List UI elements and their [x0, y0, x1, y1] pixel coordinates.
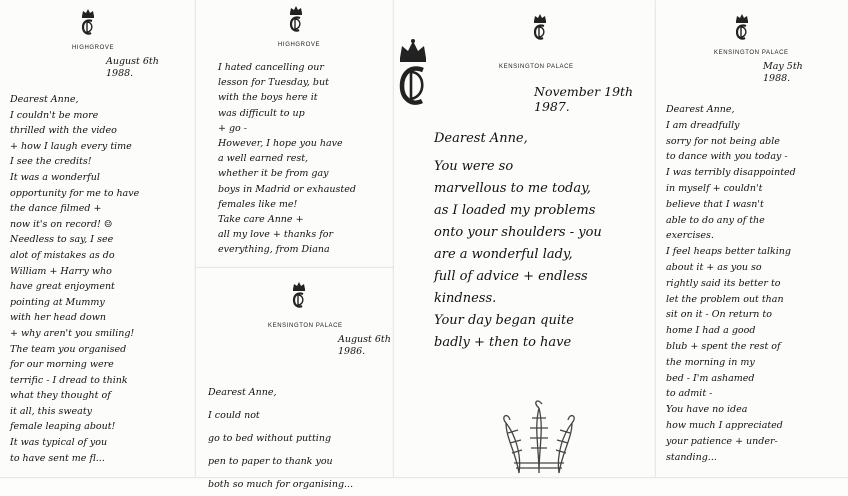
letter-line: believe that I wasn't [666, 198, 764, 210]
letter-line: females like me! [218, 198, 298, 210]
letter-line: let the problem out than [666, 293, 784, 305]
letter-line: all my love + thanks for [218, 229, 334, 241]
letter-line: You have no idea [666, 404, 748, 416]
letter-kensington-may-1988 [656, 0, 848, 477]
letter-line: + how I laugh every time [10, 140, 132, 152]
letter-line: rightly said its better to [666, 277, 781, 289]
letter-kensington-nov-1987 [394, 0, 656, 477]
crown-monogram-icon [287, 4, 305, 34]
letter-line: Dearest Anne, [434, 131, 528, 146]
letter-line: in myself + couldn't [666, 182, 763, 194]
letterhead-address: KENSINGTON PALACE [714, 50, 789, 56]
letterhead-address: KENSINGTON PALACE [268, 323, 343, 329]
letter-line: the dance filmed + [10, 203, 102, 215]
letterhead-address: HIGHGROVE [278, 42, 321, 48]
letter-line: alot of mistakes as do [10, 249, 115, 261]
letter-line: marvellous to me today, [434, 181, 591, 196]
letter-line: kindness. [434, 291, 497, 306]
letter-line: go to bed without putting [208, 433, 332, 444]
letter-line: I feel heaps better talking [666, 246, 792, 258]
letter-line: Your day began quite [434, 313, 574, 328]
letter-line: your patience + under- [666, 435, 778, 447]
letter-body [10, 92, 139, 466]
letter-line: It was a wonderful [10, 171, 100, 183]
letter-line: I hated cancelling our [218, 62, 324, 73]
letter-line: Dearest Anne, [10, 94, 79, 105]
letter-line: was difficult to up [218, 107, 305, 119]
letter-line: everything, from Diana [218, 244, 330, 256]
letter-line: I was terribly disappointed [666, 167, 796, 179]
letter-line: with the boys here it [218, 92, 318, 104]
letter-line: sit on it - On return to [666, 309, 772, 321]
letter-body [208, 381, 353, 496]
letter-line: + go - [218, 122, 248, 134]
letter-line: female leaping about! [10, 421, 116, 433]
letter-line: However, I hope you have [218, 138, 343, 150]
letter-line: It was typical of you [10, 437, 108, 449]
letter-line: to dance with you today - [666, 151, 788, 163]
letter-line: Dearest Anne, [666, 104, 735, 115]
letter-kensington-aug-1986 [196, 268, 394, 490]
letter-line: I couldn't be more [10, 109, 99, 121]
letter-line: bed - I'm ashamed [666, 372, 755, 384]
letter-line: terrific - I dread to think [10, 374, 128, 386]
letter-line: home I had a good [666, 325, 756, 337]
letter-line: thrilled with the video [10, 125, 117, 137]
letter-line: the morning in my [666, 356, 755, 368]
letter-line: what they thought of [10, 390, 111, 402]
letter-line: are a wonderful lady, [434, 247, 573, 262]
letterhead-address: HIGHGROVE [72, 45, 115, 51]
letter-line: to have sent me fl... [10, 452, 105, 464]
letter-line: Needless to say, I see [10, 234, 114, 246]
letter-line: + why aren't you smiling! [10, 327, 135, 339]
letter-line: how much I appreciated [666, 419, 783, 431]
letter-date: November 19th 1987. [534, 84, 634, 114]
letter-line: I see the credits! [10, 156, 92, 168]
letter-date: August 6th 1986. [338, 334, 391, 357]
letter-line: boys in Madrid or exhausted [218, 183, 356, 195]
letter-date: May 5th 1988. [763, 61, 803, 84]
letter-line: with her head down [10, 312, 106, 324]
letter-line: about it + as you so [666, 261, 762, 273]
letter-line: able to do any of the [666, 214, 765, 226]
letter-line: opportunity for me to have [10, 187, 140, 199]
letter-line: a well earned rest, [218, 153, 309, 165]
letter-line: William + Harry who [10, 265, 112, 277]
large-crown-monogram-icon [396, 38, 430, 110]
letter-date: August 6th 1988. [106, 56, 159, 79]
letter-line: I am dreadfully [666, 119, 740, 131]
crown-monogram-icon [531, 12, 549, 42]
letter-body [218, 60, 356, 258]
letter-line: lesson for Tuesday, but [218, 77, 329, 89]
letter-highgrove-continued [196, 0, 394, 268]
letter-line: whether it be from gay [218, 168, 329, 180]
letter-line: it all, this sweaty [10, 405, 93, 417]
letter-line: I could not [208, 410, 260, 421]
letter-line: sorry for not being able [666, 135, 780, 147]
letter-line: The team you organised [10, 343, 127, 355]
letter-line: pointing at Mummy [10, 296, 105, 308]
letter-line: standing... [666, 451, 717, 463]
letter-line: Take care Anne + [218, 214, 304, 226]
letter-line: pen to paper to thank you [208, 456, 333, 467]
letterhead-address: KENSINGTON PALACE [499, 64, 574, 70]
letter-line: Dearest Anne, [208, 387, 277, 398]
letter-line: for our morning were [10, 359, 114, 371]
letter-highgrove-aug-1988 [0, 0, 196, 477]
letter-line: onto your shoulders - you [434, 225, 602, 240]
letter-line: as I loaded my problems [434, 203, 596, 218]
letter-line: badly + then to have [434, 335, 572, 350]
letter-line: exercises. [666, 230, 714, 242]
letter-body [666, 102, 796, 465]
letter-body [434, 128, 602, 354]
letter-line: to admit - [666, 388, 713, 400]
letter-line: have great enjoyment [10, 281, 115, 293]
crown-monogram-icon [290, 280, 308, 310]
crown-monogram-icon [733, 12, 751, 42]
prince-of-wales-feathers-icon [494, 398, 584, 481]
letter-line: blub + spent the rest of [666, 340, 781, 352]
letter-line: both so much for organising... [208, 479, 354, 490]
letter-line: You were so [434, 159, 514, 174]
crown-monogram-icon [79, 7, 97, 37]
letter-line: now it's on record! ☺ [10, 218, 113, 230]
letter-line: full of advice + endless [434, 269, 588, 284]
